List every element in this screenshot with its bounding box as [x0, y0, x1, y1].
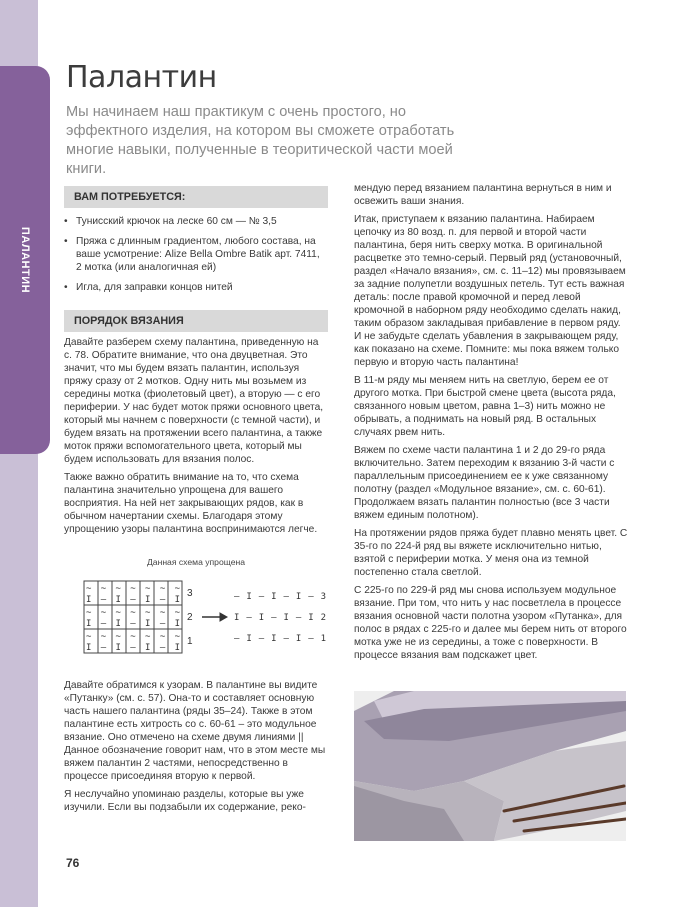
scheme-row-bottom: I — I — I — I: [86, 619, 180, 629]
materials-item: • Тунисский крючок на леске 60 см — № 3,5: [64, 215, 328, 228]
simplified-row: I — I — I — I 2: [234, 613, 326, 623]
materials-heading: ВАМ ПОТРЕБУЕТСЯ:: [64, 186, 328, 208]
scheme-row-bottom: I — I — I — I: [86, 595, 180, 605]
knitted-stole-photo: [354, 691, 626, 841]
materials-list: [64, 215, 328, 294]
body-paragraph: В 11-м ряду мы меняем нить на светлую, берем ее от другого мотка. При быстрой смене цвета (высота ряда, связанного новым цветом, равна 1–3) нить можно не обрывать, а поднимать на новый ряд. В остальных случаях рвем нить.: [354, 375, 616, 438]
materials-item: • Игла, для заправки концов нитей: [64, 281, 328, 294]
scheme-caption: Данная схема упрощена: [146, 557, 246, 567]
scheme-row-number: 3: [187, 588, 193, 599]
materials-item: • Пряжа с длинным градиентом, любого состава, на ваше усмотрение: Alize Bella Ombre Batik арт. 7411, 2 мотка (или аналогичная ей): [64, 235, 328, 274]
body-paragraph: мендую перед вязанием палантина вернуться в ним и освежить ваши знания.: [354, 183, 612, 207]
left-column: [64, 186, 328, 819]
procedure-heading: ПОРЯДОК ВЯЗАНИЯ: [64, 310, 328, 332]
simplified-row: — I — I — I — 1: [234, 634, 326, 644]
simplified-row: — I — I — I — 3: [234, 592, 326, 602]
body-paragraph: Вяжем по схеме части палантина 1 и 2 до 29-го ряда включительно. Затем переходим к вязанию 3-й части с параллельным присоединением ее к уже связанному полотну (раздел «Модульное вязание», см. с. 60-61). Продолжаем вязать палантин полностью (все 3 части вяжем единым полотном).: [354, 445, 615, 521]
procedure-paragraph: Также важно обратить внимание на то, что схема палантина значительно упрощена для вашего восприятия. На ней нет закрывающих рядов, как в обычном начертании схемы. Благодаря этому упрощению узоры палантина воспринимаются легче.: [64, 472, 318, 535]
body-paragraph: С 225-го по 229-й ряд мы снова используем модульное вязание. При том, что нить у нас посветлела в процессе вязания основной части полотна узором «Путанка», для полос в рядах с 225-го и далее мы берем нить от второго мотка уже не из середины, а тоже с поверхности. В процессе вязания вам подскажет цвет.: [354, 585, 627, 661]
page-title: Палантин: [66, 60, 217, 95]
page-number: 76: [66, 856, 80, 870]
intro-text: Мы начинаем наш практикум с очень простого, но эффектного изделия, на котором вы сможете отработать многие навыки, полученные в теоритической части моей книги.: [66, 104, 455, 177]
section-side-tab-label-wrap: [0, 66, 50, 454]
procedure-paragraph: Давайте разберем схему палантина, приведенную на с. 78. Обратите внимание, что она двуцветная. Это значит, что мы будем вязать палантин, используя пряжу сразу от 2 мотков. Одну нить мы возьмем из середины мотка (фиолетовый цвет), а вторую — с его периферии. У нас будет моток пряжи основного цвета, который мы начнем с поверхности (с темной части), и будем вязать на протяжении всего палантина, а также моток пряжи вспомогательного цвета, который мы будем использовать для вязания полос.: [64, 337, 324, 465]
procedure-paragraph: Я неслучайно упоминаю разделы, которые вы уже изучили. Если вы подзабыли их содержание, реко-: [64, 789, 306, 813]
knitting-scheme: [82, 579, 332, 659]
right-column: [354, 182, 630, 667]
procedure-paragraph: Давайте обратимся к узорам. В палантине вы видите «Путанку» (см. с. 57). Она-то и составляет основную часть нашего палантина (ряды 35–24). Также в этом палантине есть хитрость со с. 60-61 – это модульное вязание. Оно отмечено на схеме двумя линиями || Данное обозначение говорит нам, что в этом месте мы вяжем палантин 2 частями, непосредственно в процессе присоединяя вторую к первой.: [64, 680, 326, 782]
scheme-row-bottom: I — I — I — I: [86, 643, 180, 653]
scheme-row-top: ~ ~ ~ ~ ~ ~ ~: [86, 632, 180, 642]
stole-illustration: [354, 691, 626, 841]
scheme-row-number: 1: [187, 636, 193, 647]
body-paragraph: Итак, приступаем к вязанию палантина. Набираем цепочку из 80 возд. п. для первой и второй части палантина, беря нить сверху мотка. В оригинальной расцветке это темно-серый. Первый ряд (установочный, раздел «Начало вязания», см. с. 11–12) мы провязываем за задние полупетли воздушных петель. Тут есть важная деталь: после правой кромочной и перед левой кромочной в наборном ряду необходимо сделать накид, таким образом закладывая прибавление в первом ряду. И не забудьте сделать убавления в закрывающем ряду, как показано на схеме. Помните: мы пока вяжем только первую и вторую часть палантина!: [354, 214, 626, 368]
section-side-tab-label: ПАЛАНТИН: [19, 226, 32, 294]
scheme-row-number: 2: [187, 612, 193, 623]
body-paragraph: На протяжении рядов пряжа будет плавно менять цвет. С 35-го по 224-й ряд вы вяжете исключительно нитью, взятой с периферии мотка. У меня она из темной постепенно стала светлой.: [354, 528, 628, 578]
arrow-icon: [202, 613, 227, 621]
scheme-row-top: ~ ~ ~ ~ ~ ~ ~: [86, 608, 180, 618]
scheme-row-top: ~ ~ ~ ~ ~ ~ ~: [86, 584, 180, 594]
